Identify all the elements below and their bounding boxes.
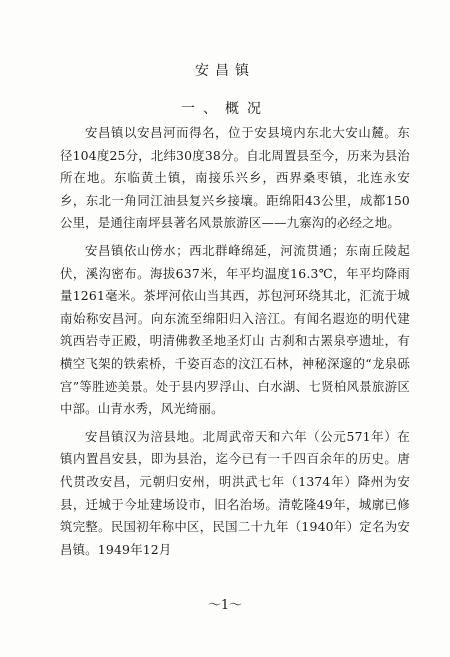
document-title: 安昌镇 [195,63,255,79]
paragraph-location: 安昌镇以安昌河而得名，位于安县境内东北大安山麓。东径104度25分，北纬30度38分。自北周置县至今，历来为县治所在地。东临黄土镇，南接乐兴乡，西界桑枣镇，北连永安乡，东北一角同江油县复兴乡接壤。距绵阳43公里，成都150公里，是通往南坪县著名风景旅游区——九寨沟的必经之地。 [60,125,410,231]
paragraph-history: 安昌镇汉为涪县地。北周武帝天和六年（公元571年）在镇内置昌安县，即为县治，迄今已有一千四百余年的历史。唐代贯改安昌，元朝归安州，明洪武七年（1374年）降州为安县，迁城于今址建场设市，旧名治场。清乾隆49年，城廓已修筑完整。民国初年称中区，民国二十九年（1940年）定名为安昌镇。1949年12月 [60,428,410,557]
paragraph-geography: 安昌镇依山傍水；西北群峰绵延，河流贯通；东南丘陵起伏，溪沟密布。海拔637米，年平均温度16.3℃，年平均降雨量1261毫米。茶坪河依山当其西，苏包河环绕其北，汇流于城南始称安昌河。向东流至绵阳归入涪江。有闻名遐迩的明代建筑西岩寺正殿，明清佛教圣地圣灯山 古刹和古罴泉亭遗址，有横空飞架的铁索桥，千姿百态的汶江石林，神秘深邃的“龙泉砾宫”等胜迹美景。处于县内罗浮山、白水湖、七贤柏风景旅游区中部。山青水秀，风光绮丽。 [60,242,410,417]
page-number: ～1～ [207,598,243,613]
body-text [60,122,410,566]
section-heading: 一、概况 [181,101,269,117]
